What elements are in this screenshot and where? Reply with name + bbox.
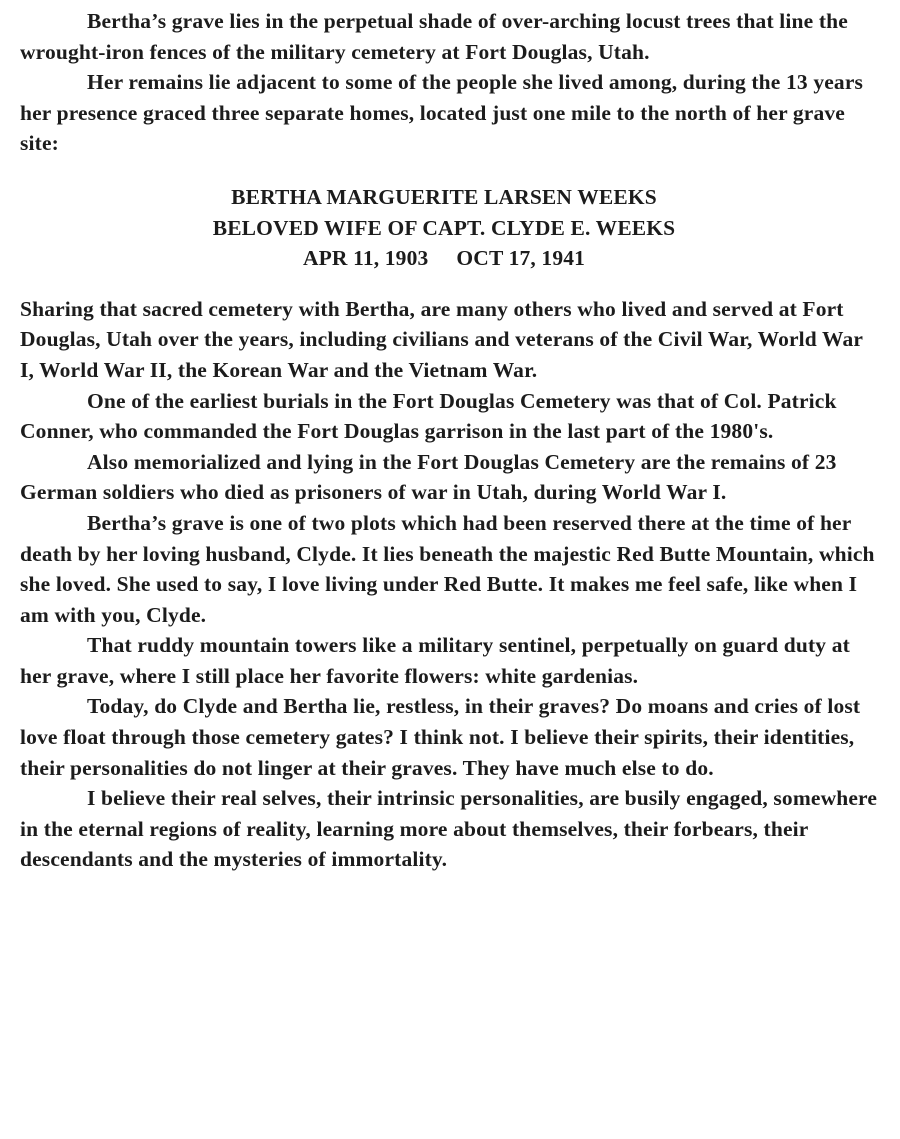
inscription-birth-date: APR 11, 1903 [302, 246, 429, 271]
body-paragraph-5: That ruddy mountain towers like a military sentinel, perpetually on guard duty at her grave, where I still place her favorite flowers: white gardenias. [20, 633, 850, 688]
body-paragraph-4: Bertha’s grave is one of two plots which had been reserved there at the time of her death by her loving husband, Clyde. It lies beneath the majestic Red Butte Mountain, which she loved. She used to say, I love living under Red Butte. It makes me feel safe, like when I am with you, Clyde. [20, 510, 875, 627]
body-paragraph-1: Sharing that sacred cemetery with Bertha, are many others who lived and served at Fort Douglas, Utah over the years, including civilians and veterans of the Civil War, World War I, World War II, the Korean War and the Vietnam War. [20, 296, 863, 382]
headstone-inscription [20, 182, 880, 274]
body-paragraph-2: One of the earliest burials in the Fort Douglas Cemetery was that of Col. Patrick Conner, who commanded the Fort Douglas garrison in the last part of the 1980's. [20, 388, 837, 444]
document-page [20, 6, 880, 875]
intro-paragraph-2: Her remains lie adjacent to some of the people she lived among, during the 13 years her presence graced three separate homes, located just one mile to the north of her grave site: [20, 70, 864, 156]
body-paragraph-3: Also memorialized and lying in the Fort Douglas Cemetery are the remains of 23 German soldiers who died as prisoners of war in Utah, during World War I. [20, 449, 837, 505]
inscription-name: BERTHA MARGUERITE LARSEN WEEKS [231, 184, 657, 209]
inscription-dates [20, 243, 868, 274]
body-paragraph-7: I believe their real selves, their intrinsic personalities, are busily engaged, somewhere in the eternal regions of reality, learning more about themselves, their forbears, their descendants and the mysteries of immortality. [20, 786, 878, 872]
inscription-relation: BELOVED WIFE OF CAPT. CLYDE E. WEEKS [212, 215, 676, 240]
intro-paragraph-1: Bertha’s grave lies in the perpetual shade of over-arching locust trees that line the wrought-iron fences of the military cemetery at Fort Douglas, Utah. [20, 9, 848, 64]
inscription-death-date: OCT 17, 1941 [456, 246, 586, 271]
body-paragraph-6: Today, do Clyde and Bertha lie, restless, in their graves? Do moans and cries of lost love float through those cemetery gates? I think not. I believe their spirits, their identities, their personalities do not linger at their graves. They have much else to do. [20, 694, 861, 780]
